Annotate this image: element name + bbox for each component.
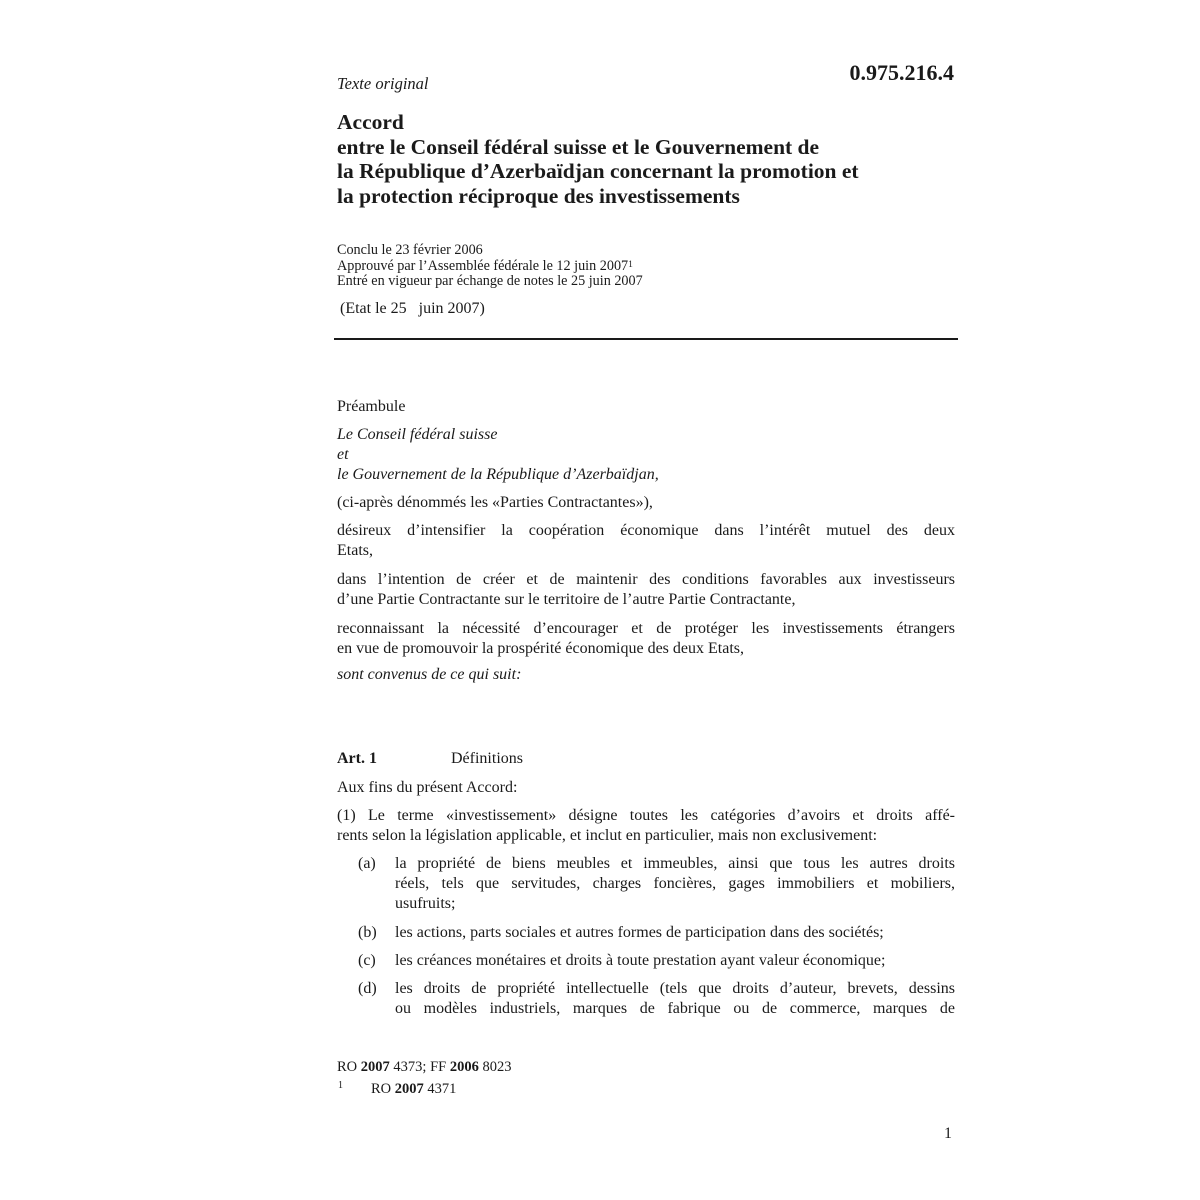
list-item-text: réels, tels que servitudes, charges foncières, gages immobiliers et mobiliers,	[395, 875, 955, 892]
list-item-text: les actions, parts sociales et autres formes de participation dans des sociétés;	[395, 924, 884, 941]
title-line-4: la protection réciproque des investissements	[337, 183, 740, 208]
fn-ro-year: 2007	[394, 1081, 424, 1097]
etat-date: (Etat le 25 juin 2007)	[340, 300, 485, 317]
article-para-1-line-2: rents selon la législation applicable, et inclut en particulier, mais non exclusivement:	[337, 827, 878, 844]
footnote-number: 1	[338, 1080, 343, 1091]
preamble-ci-apres: (ci-après dénommés les «Parties Contractantes»),	[337, 494, 653, 511]
preamble-party-2: le Gouvernement de la République d’Azerbaïdjan,	[337, 466, 659, 483]
preamble-desireux-line-2: Etats,	[337, 542, 373, 559]
article-para-1-line-1: (1) Le terme «investissement» désigne toutes les catégories d’avoirs et droits affé-	[337, 807, 955, 824]
title-line-2: entre le Conseil fédéral suisse et le Gouvernement de	[337, 134, 820, 159]
footnote-1	[371, 1080, 456, 1098]
footnote-ref-1: 1	[628, 259, 633, 270]
publication-reference	[337, 1058, 511, 1076]
preamble-intention-line-1: dans l’intention de créer et de maintenir des conditions favorables aux investisseurs	[337, 571, 955, 588]
preamble-et: et	[337, 446, 349, 463]
article-number: Art. 1	[337, 750, 377, 767]
list-item-label: (c)	[358, 952, 376, 969]
preamble-reconnaissant-line-2: en vue de promouvoir la prospérité économique des deux Etats,	[337, 640, 744, 657]
list-item-label: (b)	[358, 924, 377, 941]
ff-year: 2006	[449, 1059, 479, 1075]
page-number: 1	[944, 1125, 952, 1142]
preamble-party-1: Le Conseil fédéral suisse	[337, 426, 498, 443]
ff-label: FF	[430, 1059, 447, 1075]
article-title: Définitions	[451, 750, 523, 767]
list-item-text: usufruits;	[395, 895, 456, 912]
title-line-3: la République d’Azerbaïdjan concernant la promotion et	[337, 159, 859, 183]
header-divider	[334, 338, 958, 340]
ro-page: 4373;	[393, 1059, 427, 1075]
title-line-1: Accord	[337, 110, 404, 134]
list-item-text: les droits de propriété intellectuelle (tels que droits d’auteur, brevets, dessins	[395, 980, 955, 997]
preamble-heading: Préambule	[337, 398, 406, 415]
list-item-label: (a)	[358, 855, 376, 872]
article-intro: Aux fins du présent Accord:	[337, 779, 518, 796]
list-item-text: les créances monétaires et droits à toute prestation ayant valeur économique;	[395, 952, 886, 969]
date-entree: Entré en vigueur par échange de notes le 25 juin 2007	[337, 273, 643, 289]
date-approuve	[337, 259, 643, 275]
preamble-convenus: sont convenus de ce qui suit:	[337, 666, 522, 683]
fn-ro-page: 4371	[427, 1081, 457, 1097]
document-dates	[337, 243, 643, 290]
list-item-text: la propriété de biens meubles et immeubles, ainsi que tous les autres droits	[395, 855, 955, 872]
ff-page: 8023	[482, 1059, 512, 1075]
document-title	[337, 110, 957, 208]
date-approuve-text: Approuvé par l’Assemblée fédérale le 12 juin 2007	[337, 257, 629, 274]
ro-year: 2007	[360, 1059, 390, 1075]
sr-number: 0.975.216.4	[849, 60, 954, 85]
list-item-text: ou modèles industriels, marques de fabrique ou de commerce, marques de	[395, 1000, 955, 1017]
list-item-label: (d)	[358, 980, 377, 997]
preamble-desireux-line-1: désireux d’intensifier la coopération économique dans l’intérêt mutuel des deux	[337, 522, 955, 539]
preamble-intention-line-2: d’une Partie Contractante sur le territoire de l’autre Partie Contractante,	[337, 591, 796, 608]
fn-ro-label: RO	[371, 1081, 392, 1097]
preamble-reconnaissant-line-1: reconnaissant la nécessité d’encourager et de protéger les investissements étrangers	[337, 620, 955, 637]
texte-original-label: Texte original	[337, 74, 429, 93]
ro-label: RO	[337, 1059, 358, 1075]
date-conclu: Conclu le 23 février 2006	[337, 242, 483, 258]
